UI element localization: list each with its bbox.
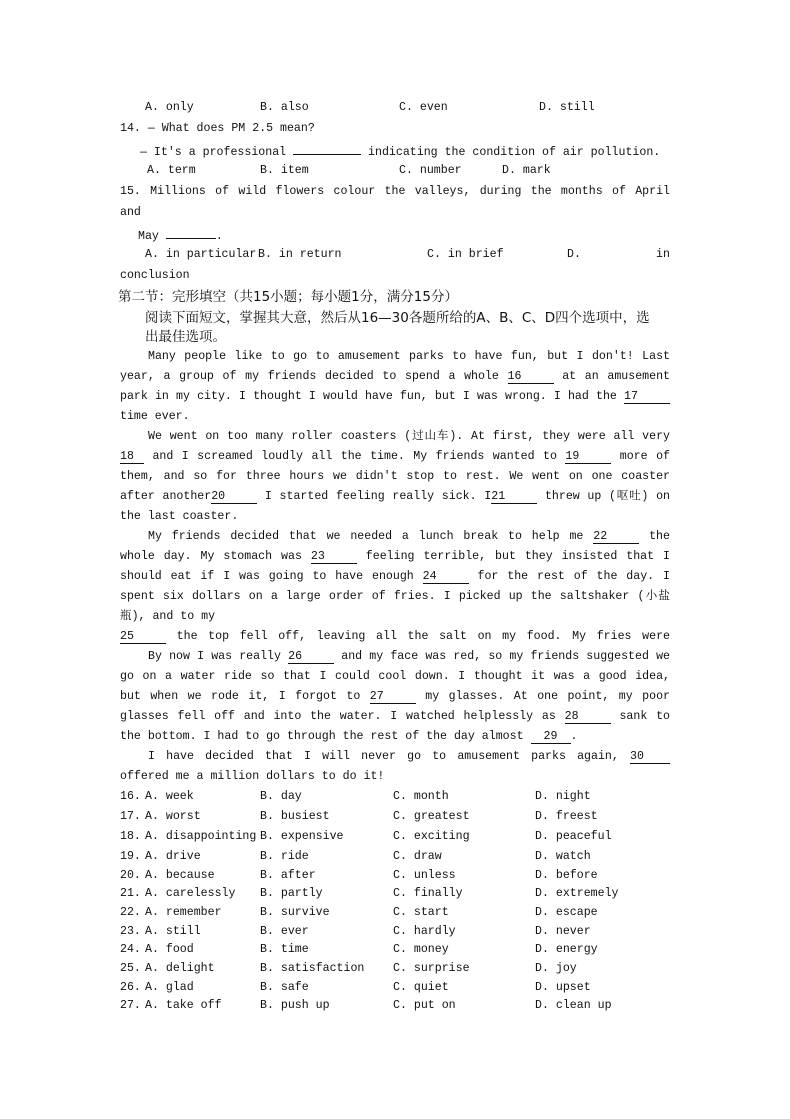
option-b: B. day	[260, 790, 302, 803]
blank-17: 17	[624, 390, 670, 404]
q14-option-c: C. number	[399, 164, 462, 177]
option-a: A. disappointing	[145, 830, 257, 843]
option-d: D. watch	[535, 850, 591, 863]
q15-option-c: C. in brief	[427, 248, 504, 261]
q15-option-d-text: in	[656, 248, 670, 261]
passage-text: them, and so for three hours we didn't stop to rest. We went on one coaster	[120, 470, 670, 483]
question-number: 25.	[120, 962, 141, 975]
section-title: 第二节：完形填空（共15小题；每小题1分，满分15分）	[118, 289, 458, 305]
passage-line	[148, 348, 670, 366]
blank-28: 28	[565, 710, 611, 724]
option-b: B. ride	[260, 850, 309, 863]
option-a: A. week	[145, 790, 194, 803]
blank-21: 21	[491, 490, 537, 504]
option-b: B. ever	[260, 925, 309, 938]
q15-stem: 15. Millions of wild flowers colour the valleys, during the months of April	[120, 185, 670, 198]
passage-text: at an amusement	[553, 370, 670, 383]
q14-option-d: D. mark	[502, 164, 551, 177]
q15-option-d: D.	[567, 248, 581, 261]
passage-line	[120, 488, 670, 506]
blank-24: 24	[423, 570, 469, 584]
passage-line	[148, 748, 670, 766]
passage-text: We went on too many roller coasters (过山车). At first, they were all very	[148, 430, 670, 443]
passage-text: .	[570, 730, 578, 743]
q14-reply	[140, 141, 690, 159]
option-c: C. month	[393, 790, 449, 803]
passage-text: By now I was really	[148, 650, 289, 663]
option-b: B. after	[260, 869, 316, 882]
passage-line	[120, 588, 670, 606]
option-d: D. upset	[535, 981, 591, 994]
passage-line	[120, 608, 670, 626]
passage-text: My friends decided that we needed a lunch break to help me	[148, 530, 594, 543]
option-c: C. start	[393, 906, 449, 919]
passage-line	[120, 388, 670, 406]
option-d: D. freest	[535, 810, 598, 823]
blank-20: 20	[211, 490, 257, 504]
passage-line	[120, 728, 670, 746]
option-a: A. food	[145, 943, 194, 956]
question-number: 23.	[120, 925, 141, 938]
option-a: A. take off	[145, 999, 222, 1012]
option-a: A. carelessly	[145, 887, 236, 900]
passage-line	[120, 768, 670, 786]
q15-option-a: A. in particular	[145, 248, 257, 261]
option-d: D. peaceful	[535, 830, 612, 843]
passage-line	[120, 508, 670, 526]
option-c: C. exciting	[393, 830, 470, 843]
passage-text: glasses fell off and into the water. I watched helplessly as	[120, 710, 565, 723]
passage-text: go on a water ride so that I could cool down. I thought it was a good idea,	[120, 670, 670, 683]
option-a: A. still	[145, 925, 201, 938]
question-number: 21.	[120, 887, 141, 900]
option-d: D. night	[535, 790, 591, 803]
passage-text: park in my city. I thought I would have fun, but I was wrong. I had the	[120, 390, 624, 403]
blank-16: 16	[508, 370, 554, 384]
passage-text: and my face was red, so my friends suggested we	[334, 650, 670, 663]
question-number: 26.	[120, 981, 141, 994]
section-instructions: 阅读下面短文，掌握其大意，然后从16—30各题所给的A、B、C、D四个选项中，选	[145, 310, 650, 326]
option-b: B. partly	[260, 887, 323, 900]
question-number: 20.	[120, 869, 141, 882]
option-a: A. glad	[145, 981, 194, 994]
option-a: A. drive	[145, 850, 201, 863]
option-d: D. extremely	[535, 887, 619, 900]
passage-text: spent six dollars on a large order of fries. I picked up the saltshaker (小盐	[120, 590, 670, 603]
passage-text: sank to	[610, 710, 670, 723]
option-d: D. clean up	[535, 999, 612, 1012]
passage-line	[120, 548, 670, 566]
question-number: 24.	[120, 943, 141, 956]
passage-text: should eat if I was going to have enough	[120, 570, 423, 583]
option-d: D. before	[535, 869, 598, 882]
option-c: C. unless	[393, 869, 456, 882]
option-b: B. push up	[260, 999, 330, 1012]
question-number: 18.	[120, 830, 141, 843]
q14-option-b: B. item	[260, 164, 309, 177]
option-c: C. quiet	[393, 981, 449, 994]
option-b: B. expensive	[260, 830, 344, 843]
blank-26: 26	[288, 650, 334, 664]
option-a: A. because	[145, 869, 215, 882]
passage-text: my glasses. At one point, my poor	[415, 690, 670, 703]
option-c: C. finally	[393, 887, 463, 900]
passage-text: the bottom. I had to go through the rest of the day almost	[120, 730, 531, 743]
blank-25: 25	[120, 630, 166, 644]
option-d: D. joy	[535, 962, 577, 975]
q13-option-d: D. still	[539, 101, 595, 114]
q13-option-c: C. even	[399, 101, 448, 114]
passage-text: offered me a million dollars to do it!	[120, 770, 385, 783]
passage-text: the top fell off, leaving all the salt on my food. My fries were	[176, 630, 670, 643]
option-c: C. hardly	[393, 925, 456, 938]
question-number: 27.	[120, 999, 141, 1012]
passage-line	[120, 708, 670, 726]
option-d: D. energy	[535, 943, 598, 956]
q15-stem-end	[138, 225, 688, 243]
passage-text: whole day. My stomach was	[120, 550, 311, 563]
option-b: B. safe	[260, 981, 309, 994]
option-a: A. remember	[145, 906, 222, 919]
passage-text: for the rest of the day. I	[468, 570, 670, 583]
passage-text: threw up (呕吐) on	[537, 490, 670, 503]
passage-text: the	[639, 530, 670, 543]
option-c: C. money	[393, 943, 449, 956]
question-number: 19.	[120, 850, 141, 863]
option-b: B. satisfaction	[260, 962, 365, 975]
q15-punct: .	[215, 230, 223, 243]
passage-text: I started feeling really sick. I	[257, 490, 492, 503]
q15-option-b: B. in return	[258, 248, 342, 261]
passage-text: more of	[611, 450, 670, 463]
passage-text: feeling terrible, but they insisted that I	[356, 550, 670, 563]
passage-line	[120, 408, 670, 426]
question-number: 22.	[120, 906, 141, 919]
passage-line	[148, 528, 670, 546]
passage-text: but when we rode it, I forgot to	[120, 690, 370, 703]
passage-text: the last coaster.	[120, 510, 239, 523]
q14-stem: 14. — What does PM 2.5 mean?	[120, 122, 315, 135]
option-c: C. put on	[393, 999, 456, 1012]
q15-option-d-wrap: conclusion	[120, 269, 190, 282]
q15-blank	[166, 225, 216, 239]
option-d: D. escape	[535, 906, 598, 919]
option-b: B. survive	[260, 906, 330, 919]
q13-option-a: A. only	[145, 101, 194, 114]
q15-stem-wrap: and	[120, 206, 141, 219]
passage-line	[120, 568, 670, 586]
option-d: D. never	[535, 925, 591, 938]
q13-option-b: B. also	[260, 101, 309, 114]
blank-30: 30	[630, 750, 670, 764]
passage-text: after another	[120, 490, 212, 503]
passage-text: and I screamed loudly all the time. My friends wanted to	[144, 450, 566, 463]
blank-19: 19	[565, 450, 611, 464]
option-b: B. time	[260, 943, 309, 956]
passage-line	[120, 468, 670, 486]
q14-blank	[293, 141, 361, 155]
blank-27: 27	[370, 690, 416, 704]
blank-22: 22	[593, 530, 639, 544]
question-number: 16.	[120, 790, 141, 803]
option-c: C. draw	[393, 850, 442, 863]
blank-18: 18	[120, 450, 144, 464]
option-a: A. delight	[145, 962, 215, 975]
passage-line	[120, 628, 670, 646]
q14-reply-post: indicating the condition of air pollution.	[368, 146, 661, 159]
passage-text: Many people like to go to amusement parks to have fun, but I don't! Last	[148, 350, 670, 363]
option-a: A. worst	[145, 810, 201, 823]
q15-stem-end-text: May	[138, 230, 159, 243]
option-c: C. surprise	[393, 962, 470, 975]
passage-text: time ever.	[120, 410, 190, 423]
blank-29: 29	[531, 730, 571, 744]
q14-reply-pre: — It's a professional	[140, 146, 287, 159]
question-number: 17.	[120, 810, 141, 823]
passage-text: 瓶), and to my	[120, 610, 216, 623]
passage-text: year, a group of my friends decided to spend a whole	[120, 370, 508, 383]
option-c: C. greatest	[393, 810, 470, 823]
q14-option-a: A. term	[147, 164, 196, 177]
passage-line	[120, 668, 670, 686]
option-b: B. busiest	[260, 810, 330, 823]
section-instructions-cont: 出最佳选项。	[145, 329, 226, 345]
passage-line	[148, 428, 670, 446]
blank-23: 23	[311, 550, 357, 564]
passage-line	[148, 648, 670, 666]
passage-text: I have decided that I will never go to amusement parks again,	[148, 750, 630, 763]
passage-line	[120, 688, 670, 706]
passage-line	[120, 448, 670, 466]
passage-line	[120, 368, 670, 386]
